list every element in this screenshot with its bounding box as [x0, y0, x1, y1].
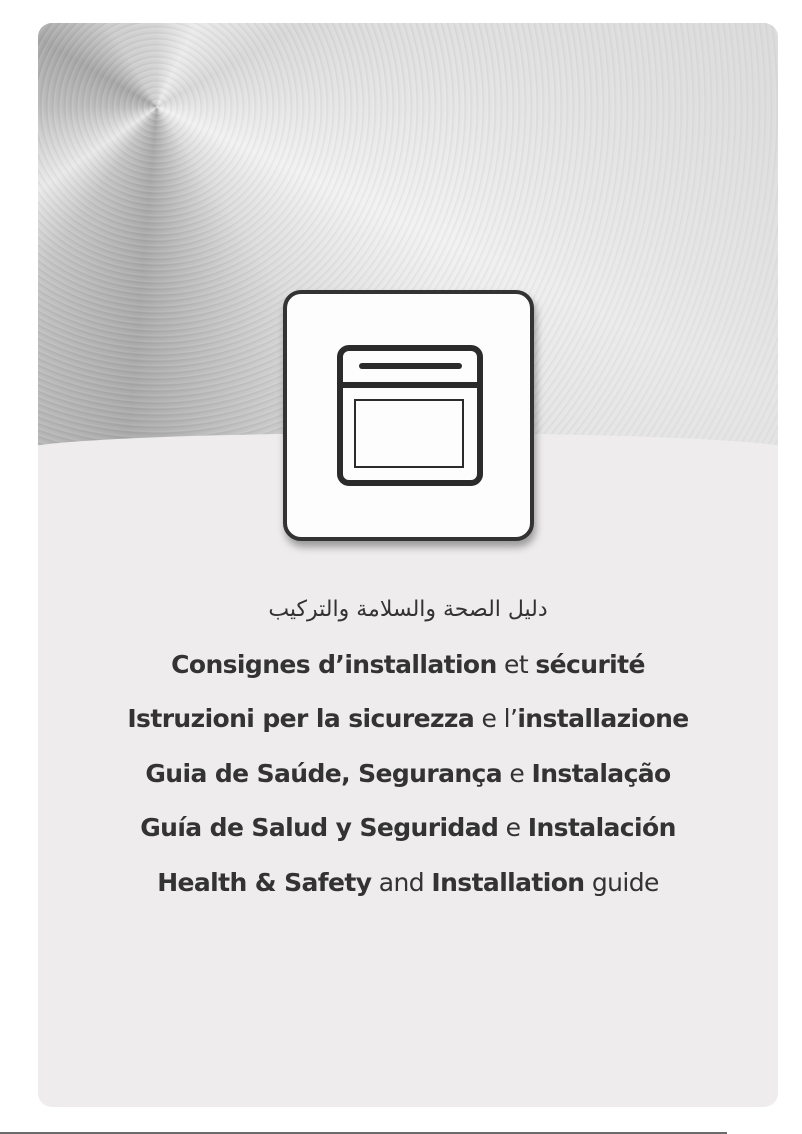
title-block	[38, 583, 778, 911]
title-portuguese-joiner: e	[502, 758, 532, 788]
title-italian-part1: Istruzioni per la sicurezza	[127, 704, 475, 734]
title-english-part1: Health & Safety	[157, 867, 372, 897]
title-french	[38, 638, 778, 693]
title-italian-joiner: e l’	[474, 704, 518, 734]
title-french-part2: sécurité	[535, 649, 645, 679]
title-spanish-part2: Instalación	[527, 813, 676, 843]
title-english-suffix: guide	[584, 867, 659, 897]
title-english	[38, 856, 778, 911]
title-arabic: دليل الصحة والسلامة والتركيب	[268, 597, 548, 622]
title-spanish-joiner: e	[498, 813, 528, 843]
title-french-part1: Consignes d’installation	[171, 649, 497, 679]
title-italian	[38, 692, 778, 747]
title-portuguese-part1: Guia de Saúde, Segurança	[145, 758, 503, 788]
title-portuguese	[38, 747, 778, 802]
title-spanish-part1: Guía de Salud y Seguridad	[140, 813, 499, 843]
product-icon-box	[283, 290, 534, 541]
title-spanish	[38, 801, 778, 856]
title-french-joiner: et	[496, 649, 536, 679]
title-english-joiner: and	[371, 867, 432, 897]
title-portuguese-part2: Instalação	[531, 758, 671, 788]
title-italian-part2: installazione	[517, 704, 689, 734]
cover-card	[38, 23, 778, 1107]
title-english-part2: Installation	[431, 867, 585, 897]
oven-icon	[337, 345, 483, 486]
